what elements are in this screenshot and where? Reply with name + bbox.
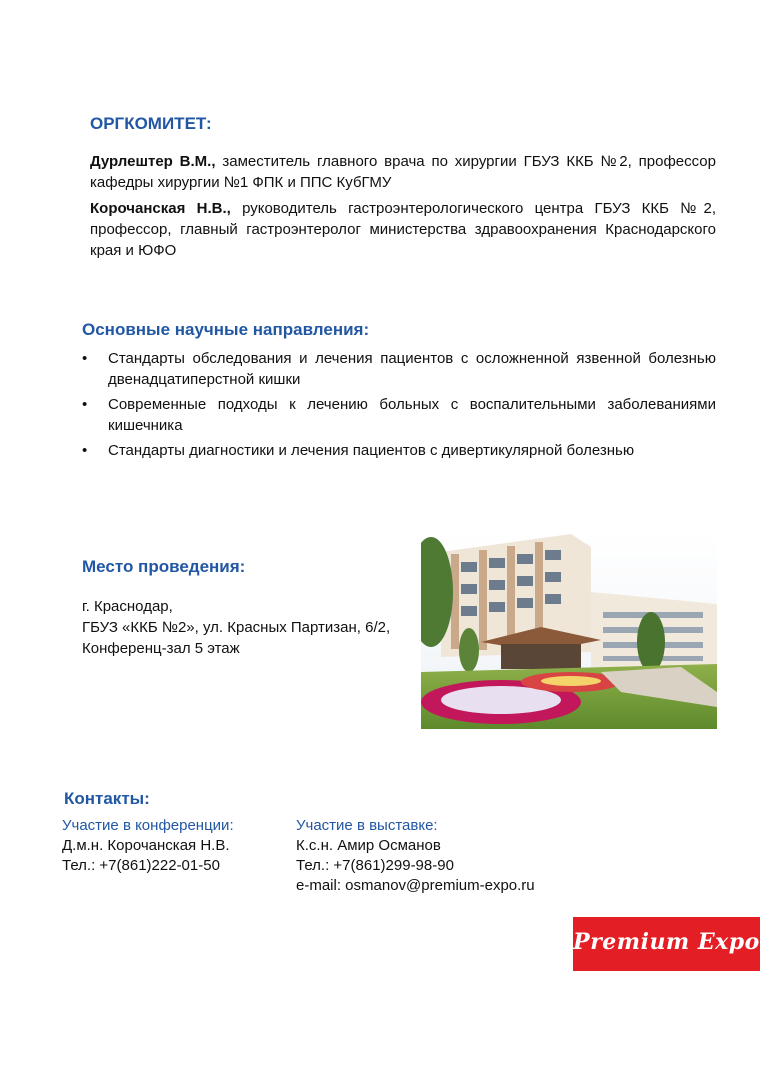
- bullet-icon: •: [82, 350, 88, 367]
- direction-text: Стандарты диагностики и лечения пациентов с дивертикулярной болезнью: [108, 442, 635, 459]
- org-member-role: заместитель главного врача по хирургии ГБУЗ ККБ №2, профессор кафедры хирургии №1 ФПК и ППС КубГМУ: [90, 153, 716, 191]
- list-item: [80, 440, 716, 461]
- contact-exhibition: [296, 816, 535, 896]
- list-item: [80, 348, 716, 390]
- venue-line: Конференц-зал 5 этаж: [82, 640, 240, 657]
- bullet-icon: •: [82, 396, 88, 413]
- org-member-1: [90, 151, 716, 193]
- org-member-role: руководитель гастроэнтерологического центра ГБУЗ ККБ №2, профессор, главный гастроэнтеролог министерства здравоохранения Краснодарского края и ЮФО: [90, 200, 716, 259]
- venue-line: г. Краснодар,: [82, 598, 173, 615]
- venue-address: [82, 596, 390, 659]
- venue-photo: [421, 532, 717, 729]
- contact-conference: [62, 816, 234, 876]
- contact-line: Тел.: +7(861)222-01-50: [62, 857, 220, 874]
- logo-text: Premium Expo: [573, 929, 760, 955]
- contact-line: Д.м.н. Корочанская Н.В.: [62, 837, 230, 854]
- contact-line: Тел.: +7(861)299-98-90: [296, 857, 454, 874]
- contact-email: e-mail: osmanov@premium-expo.ru: [296, 877, 535, 894]
- contact-exhibition-label: Участие в выставке:: [296, 817, 438, 834]
- orgcommittee-title: ОРГКОМИТЕТ:: [90, 114, 212, 133]
- list-item: [80, 394, 716, 436]
- bullet-icon: •: [82, 442, 88, 459]
- direction-text: Современные подходы к лечению больных с воспалительными заболеваниями кишечника: [108, 396, 716, 434]
- org-member-2: [90, 198, 716, 261]
- venue-title: Место проведения:: [82, 557, 246, 576]
- contact-line: К.с.н. Амир Османов: [296, 837, 441, 854]
- venue-line: ГБУЗ «ККБ №2», ул. Красных Партизан, 6/2,: [82, 619, 391, 636]
- contacts-title: Контакты:: [64, 789, 150, 808]
- directions-list: [80, 348, 716, 465]
- org-member-name: Корочанская Н.В.,: [90, 200, 231, 217]
- direction-text: Стандарты обследования и лечения пациентов с осложненной язвенной болезнью двенадцатиперстной кишки: [108, 350, 716, 388]
- directions-title: Основные научные направления:: [82, 320, 370, 339]
- org-member-name: Дурлештер В.М.,: [90, 153, 216, 170]
- contact-conference-label: Участие в конференции:: [62, 817, 234, 834]
- premium-expo-logo: [573, 917, 760, 971]
